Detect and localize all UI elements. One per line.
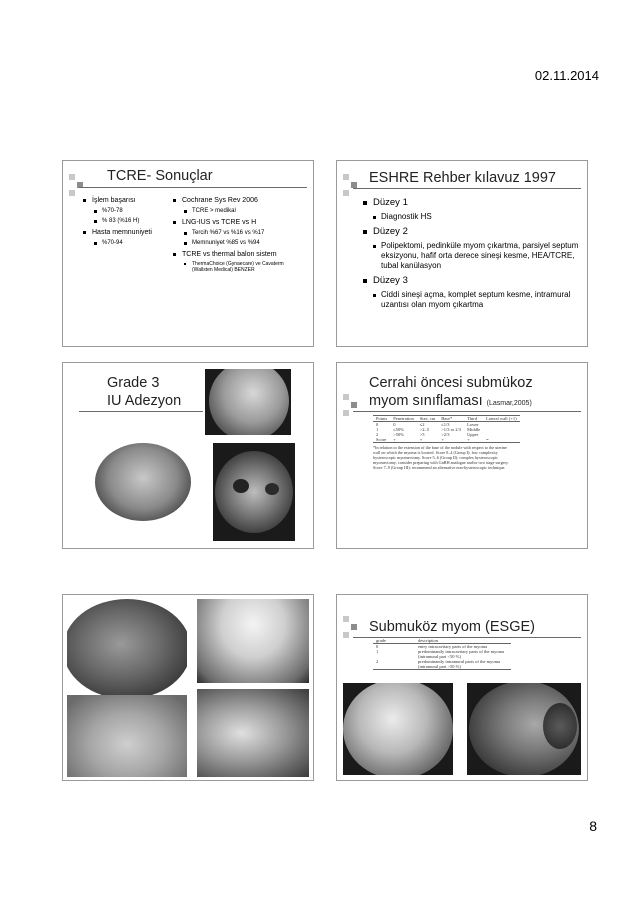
slide-decoration	[343, 376, 365, 400]
table-cell: 0	[376, 422, 379, 427]
table-cell: predominantly intramural parts of the myoma (intramural part >50 %)	[418, 659, 501, 669]
bullet-item: Hasta memnuniyeti	[83, 228, 183, 237]
table-cell: Lower	[467, 422, 479, 427]
table-cell: Score	[376, 437, 387, 442]
title-rule	[353, 188, 581, 189]
hysteroscopy-image	[343, 683, 453, 775]
page-date: 02.11.2014	[534, 68, 599, 83]
slide-myoma-images	[62, 594, 314, 781]
table-cell: 1	[376, 649, 379, 654]
table-cell: ≤50%	[393, 427, 404, 432]
table-cell: >1/3 to 2/3	[441, 427, 462, 432]
hysteroscopy-image	[467, 683, 581, 775]
title-text: myom sınıflaması	[369, 393, 483, 409]
table-cell: Upper	[467, 432, 479, 437]
hysteroscopy-image	[197, 599, 309, 683]
table-cell: 1	[376, 427, 379, 432]
esge-table	[373, 637, 511, 670]
hysteroscopy-image	[67, 695, 187, 777]
table-header: Points	[373, 416, 390, 422]
sub-bullet: % 83 (%16 H)	[83, 217, 183, 225]
table-cell: >50%	[393, 432, 405, 437]
sub-bullet: Memnuniyet %85 vs %94	[173, 239, 303, 247]
slide-decoration	[343, 608, 365, 632]
table-header: Third	[464, 416, 483, 422]
table-row	[373, 437, 520, 443]
bullet-item: TCRE vs thermal balon sistem	[173, 250, 303, 259]
slide-title: Submuköz myom (ESGE)	[369, 619, 535, 635]
lasmar-table	[373, 415, 520, 470]
table-header: Size, cm	[417, 416, 439, 422]
table-note: *In relation to the extension of the base of the nodule with respect to the uterine wall on which the myoma is located. Score 0–4 (Group I): low complexity hysteroscopic myomectomy. Score 5–6 (Group II): complex hysteroscopic myomectomy, consider preparing with GnRH analogue and/or two stage surgery. Score 7–9 (Group III): recommend an alternative non-hysteroscopic technique.	[373, 445, 509, 470]
table-cell: 2	[376, 432, 379, 437]
table-cell: +	[467, 437, 470, 442]
table-row	[373, 649, 511, 659]
table-header: description	[415, 638, 511, 644]
hysteroscopy-image	[197, 689, 309, 777]
table-header: grade	[373, 638, 415, 644]
table-cell: predominantly intracavitary parts of the myoma (intramural part <50 %)	[418, 649, 505, 659]
slide-eshre-guideline	[336, 160, 588, 347]
table-cell: +	[419, 437, 423, 442]
bullet-item: LNG-IUS vs TCRE vs H	[173, 218, 303, 227]
level-desc: Polipektomi, pedinküle myom çıkartma, parsiyel septum eksizyonu, hafif orta derece sineşi kesme, HEA/TCRE, tubal kanülasyon	[361, 241, 579, 271]
hysteroscopy-image	[213, 443, 295, 541]
title-rule	[79, 411, 203, 412]
table-cell: >2/3	[441, 432, 450, 437]
table-cell: ≤1/3	[441, 422, 450, 427]
sub-bullet: TCRE > medikal	[173, 207, 303, 215]
table-cell: 0	[376, 644, 379, 649]
sub-bullet: %70-78	[83, 207, 183, 215]
bullet-item: Cochrane Sys Rev 2006	[173, 196, 303, 205]
slide-tcre-sonuclar	[62, 160, 314, 347]
citation: (Lasmar,2005)	[486, 400, 532, 407]
slide-grade3-adhesion	[62, 362, 314, 549]
level-item: Düzey 1	[361, 197, 579, 209]
page-number: 8	[589, 818, 597, 834]
level-desc: Diagnostik HS	[361, 212, 579, 222]
table-cell: +	[441, 437, 444, 442]
table-cell: 0	[393, 422, 396, 427]
table-row	[373, 659, 511, 670]
hysteroscopy-image	[67, 599, 187, 695]
results-list	[83, 193, 183, 247]
table-header: Base*	[438, 416, 464, 422]
level-list	[361, 193, 579, 310]
slide-title-line2: IU Adezyon	[107, 393, 182, 409]
table-cell: >2–5	[419, 427, 430, 432]
table-cell: entry intracavitary parts of the myoma	[418, 644, 488, 649]
sub-bullet: %70-94	[83, 239, 183, 247]
bullet-item: İşlem başarısı	[83, 196, 183, 205]
title-rule	[79, 187, 307, 188]
level-item: Düzey 2	[361, 226, 579, 238]
table-cell: ≤2	[419, 422, 425, 427]
table-cell: 2	[376, 659, 379, 664]
table-cell: +	[393, 437, 396, 442]
slide-title-line1: Cerrahi öncesi submükoz	[369, 375, 533, 391]
level-item: Düzey 3	[361, 275, 579, 287]
hysteroscopy-image	[205, 369, 291, 435]
slide-title-line1: Grade 3	[107, 375, 160, 391]
table-cell: Middle	[467, 427, 481, 432]
slide-title: ESHRE Rehber kılavuz 1997	[369, 170, 556, 186]
table-cell: =	[486, 437, 489, 442]
studies-list	[173, 193, 303, 273]
slide-title-line2	[369, 393, 532, 412]
slide-esge-classification	[336, 594, 588, 781]
hysteroscopy-image	[95, 443, 191, 521]
slide-title: TCRE- Sonuçlar	[107, 168, 213, 184]
sub-bullet: Tercih %67 vs %16 vs %17	[173, 229, 303, 237]
level-desc: Ciddi sineşi açma, komplet septum kesme, intramural uzantısı olan myom çıkartma	[361, 290, 579, 310]
slide-preop-classification	[336, 362, 588, 549]
table-header: Lateral wall (+1)	[483, 416, 520, 422]
table-header: Penetration	[390, 416, 417, 422]
sub-bullet: ThermaChoice (Gynaecare) ve Cavaterm (Wallsten Medical) BENZER	[173, 261, 303, 273]
title-rule	[353, 411, 581, 412]
table-cell: >5	[419, 432, 425, 437]
